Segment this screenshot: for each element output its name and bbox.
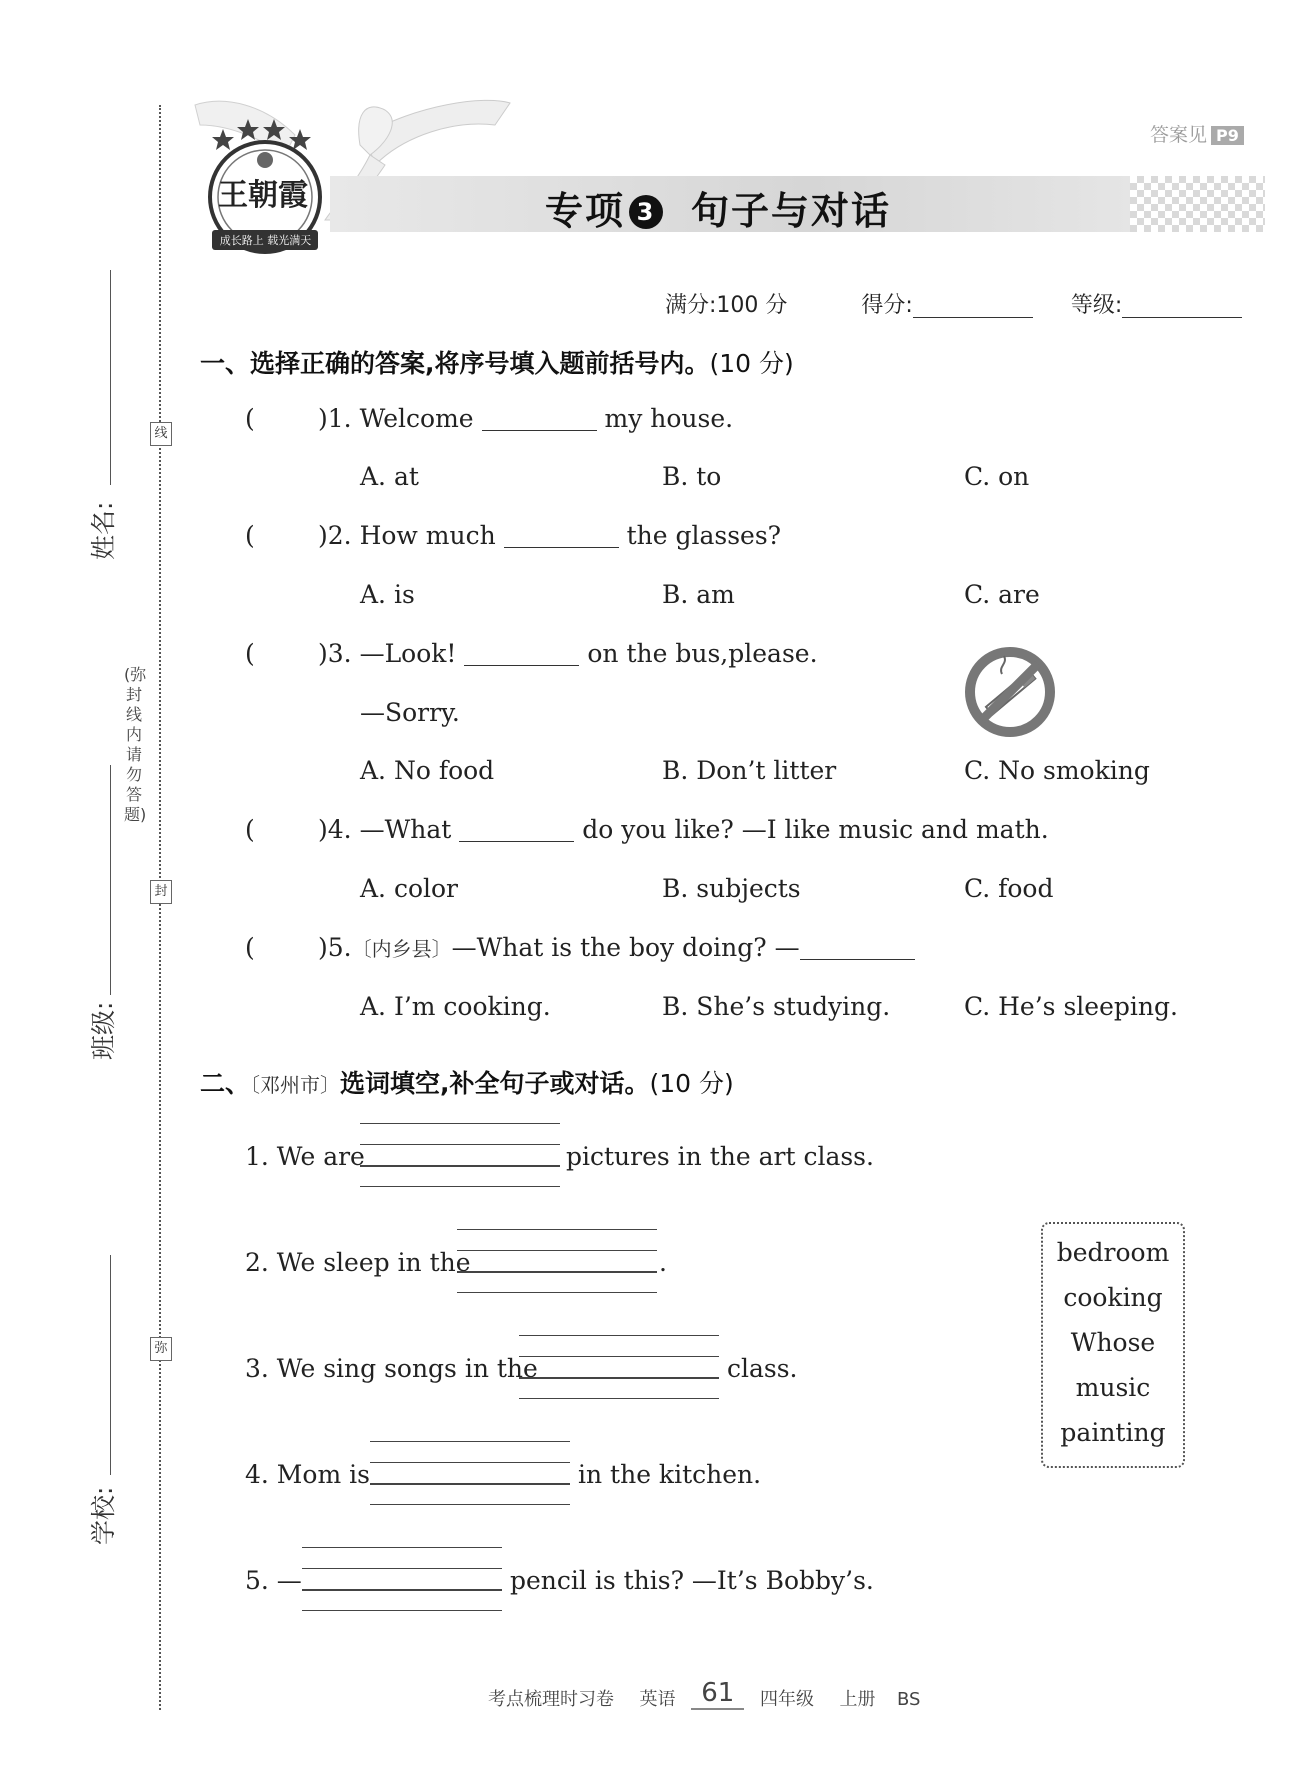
class-label: 班级: [89, 1001, 118, 1060]
q5-before: —What is the boy doing? — [451, 933, 800, 962]
fill-item-3-before: 3. We sing songs in the [245, 1354, 538, 1383]
page-title [545, 180, 891, 235]
logo-brand-text: 王朝霞 [218, 178, 308, 213]
title-main: 句子与对话 [691, 189, 892, 233]
score-label: 得分: [861, 293, 913, 318]
section2-title [200, 1064, 734, 1100]
full-score: 满分:100 分 [665, 293, 788, 318]
q2-option-a[interactable]: A. is [360, 580, 415, 609]
grade-blank[interactable] [1122, 295, 1242, 318]
q3-option-a[interactable]: A. No food [360, 756, 495, 785]
q4-option-c[interactable]: C. food [964, 874, 1054, 903]
q3-num: )3. [318, 639, 352, 668]
q1-before: Welcome [359, 404, 474, 433]
q2-option-b[interactable]: B. am [662, 580, 735, 609]
fill-item-4-lines[interactable] [370, 1441, 570, 1505]
answer-ref-page: P9 [1211, 126, 1244, 145]
answer-paren-5[interactable]: ( [245, 933, 255, 962]
q4-option-a[interactable]: A. color [360, 874, 458, 903]
fill-item-1-before: 1. We are [245, 1142, 365, 1171]
q1-option-b[interactable]: B. to [662, 462, 722, 491]
q5-option-a[interactable]: A. I’m cooking. [360, 992, 551, 1021]
q3-blank[interactable] [464, 641, 579, 666]
word-bank-item: painting [1060, 1418, 1166, 1447]
question-2 [318, 521, 781, 550]
q4-num: )4. [318, 815, 352, 844]
question-1 [318, 404, 733, 433]
class-write-line [110, 765, 111, 995]
q1-option-c[interactable]: C. on [964, 462, 1030, 491]
q3-option-b[interactable]: B. Don’t litter [662, 756, 837, 785]
fill-item-2-lines[interactable] [457, 1229, 657, 1293]
word-bank-item: music [1075, 1373, 1151, 1402]
no-smoking-sign-icon [962, 644, 1058, 740]
section1-title-text: 一、选择正确的答案,将序号填入题前括号内。 [200, 349, 710, 378]
title-prefix: 专项 [545, 189, 626, 233]
grade-label: 等级: [1070, 293, 1123, 318]
fill-item-1-after: pictures in the art class. [566, 1142, 874, 1171]
q5-option-b[interactable]: B. She’s studying. [662, 992, 891, 1021]
section2-points: (10 分) [649, 1069, 734, 1098]
q3-before: —Look! [359, 639, 457, 668]
name-label: 姓名: [89, 501, 118, 560]
score-blank[interactable] [913, 295, 1033, 318]
feng-mark: 封 [150, 880, 172, 904]
q1-option-a[interactable]: A. at [360, 462, 419, 491]
q4-before: —What [359, 815, 452, 844]
section1-points: (10 分) [709, 349, 794, 378]
question-5 [318, 933, 915, 962]
footer-subject: 英语 [639, 1689, 676, 1710]
q4-after: do you like? —I like music and math. [582, 815, 1049, 844]
q3-reply: —Sorry. [360, 698, 460, 727]
q5-num: )5. [318, 933, 352, 962]
answer-paren-2[interactable]: ( [245, 521, 255, 550]
fill-item-5-before: 5. — [245, 1566, 302, 1595]
fill-item-2-after: . [659, 1248, 667, 1277]
banner-checker-pattern [1130, 176, 1265, 232]
q5-option-c[interactable]: C. He’s sleeping. [964, 992, 1178, 1021]
q3-after: on the bus,please. [587, 639, 818, 668]
answer-paren-4[interactable]: ( [245, 815, 255, 844]
fill-item-4-after: in the kitchen. [578, 1460, 762, 1489]
logo-slogan: 成长路上 载光满天 [219, 234, 312, 247]
q3-option-c[interactable]: C. No smoking [964, 756, 1150, 785]
q5-region-tag: 〔内乡县〕 [351, 937, 452, 961]
name-write-line [110, 270, 111, 485]
word-bank-item: Whose [1070, 1328, 1156, 1357]
word-bank-item: bedroom [1056, 1238, 1170, 1267]
section2-title-text: 选词填空,补全句子或对话。 [340, 1069, 650, 1098]
q4-option-b[interactable]: B. subjects [662, 874, 801, 903]
q2-option-c[interactable]: C. are [964, 580, 1040, 609]
section2-prefix: 二、 [200, 1069, 251, 1098]
fill-item-1-lines[interactable] [360, 1123, 560, 1187]
title-number-badge: 3 [629, 195, 663, 229]
page-number: 61 [691, 1678, 744, 1710]
q1-num: )1. [318, 404, 352, 433]
footer-edition: BS [896, 1689, 921, 1710]
q2-before: How much [359, 521, 496, 550]
page-footer [488, 1678, 921, 1714]
word-bank-item: cooking [1063, 1283, 1163, 1312]
question-4 [318, 815, 1049, 844]
fill-item-3-lines[interactable] [519, 1335, 719, 1399]
section1-title [200, 344, 794, 380]
q1-blank[interactable] [482, 406, 597, 431]
score-row [665, 288, 1242, 319]
seal-dotted-line [159, 105, 161, 1710]
mi-mark: 弥 [150, 1337, 172, 1361]
answer-paren-1[interactable]: ( [245, 404, 255, 433]
question-3 [318, 639, 818, 668]
fill-item-3-after: class. [727, 1354, 798, 1383]
section2-region-tag: 〔邓州市〕 [250, 1073, 341, 1097]
word-bank [1041, 1222, 1185, 1468]
footer-series: 考点梳理时习卷 [488, 1689, 614, 1710]
footer-volume: 上册 [839, 1689, 876, 1710]
q5-blank[interactable] [800, 935, 915, 960]
fill-item-2-before: 2. We sleep in the [245, 1248, 471, 1277]
q2-after: the glasses? [626, 521, 782, 550]
school-label: 学校: [89, 1486, 118, 1545]
answer-ref-text: 答案见 [1150, 124, 1208, 146]
q1-after: my house. [604, 404, 734, 433]
answer-paren-3[interactable]: ( [245, 639, 255, 668]
answer-reference [1150, 120, 1289, 147]
q4-blank[interactable] [459, 817, 574, 842]
fill-item-5-after: pencil is this? —It’s Bobby’s. [510, 1566, 874, 1595]
fill-item-4-before: 4. Mom is [245, 1460, 370, 1489]
seal-notice: (弥封线内请勿答题) [124, 665, 147, 824]
fill-item-5-lines[interactable] [302, 1547, 502, 1611]
q2-num: )2. [318, 521, 352, 550]
footer-grade: 四年级 [760, 1689, 815, 1710]
xian-mark: 线 [150, 422, 172, 446]
school-write-line [110, 1255, 111, 1475]
q2-blank[interactable] [504, 523, 619, 548]
